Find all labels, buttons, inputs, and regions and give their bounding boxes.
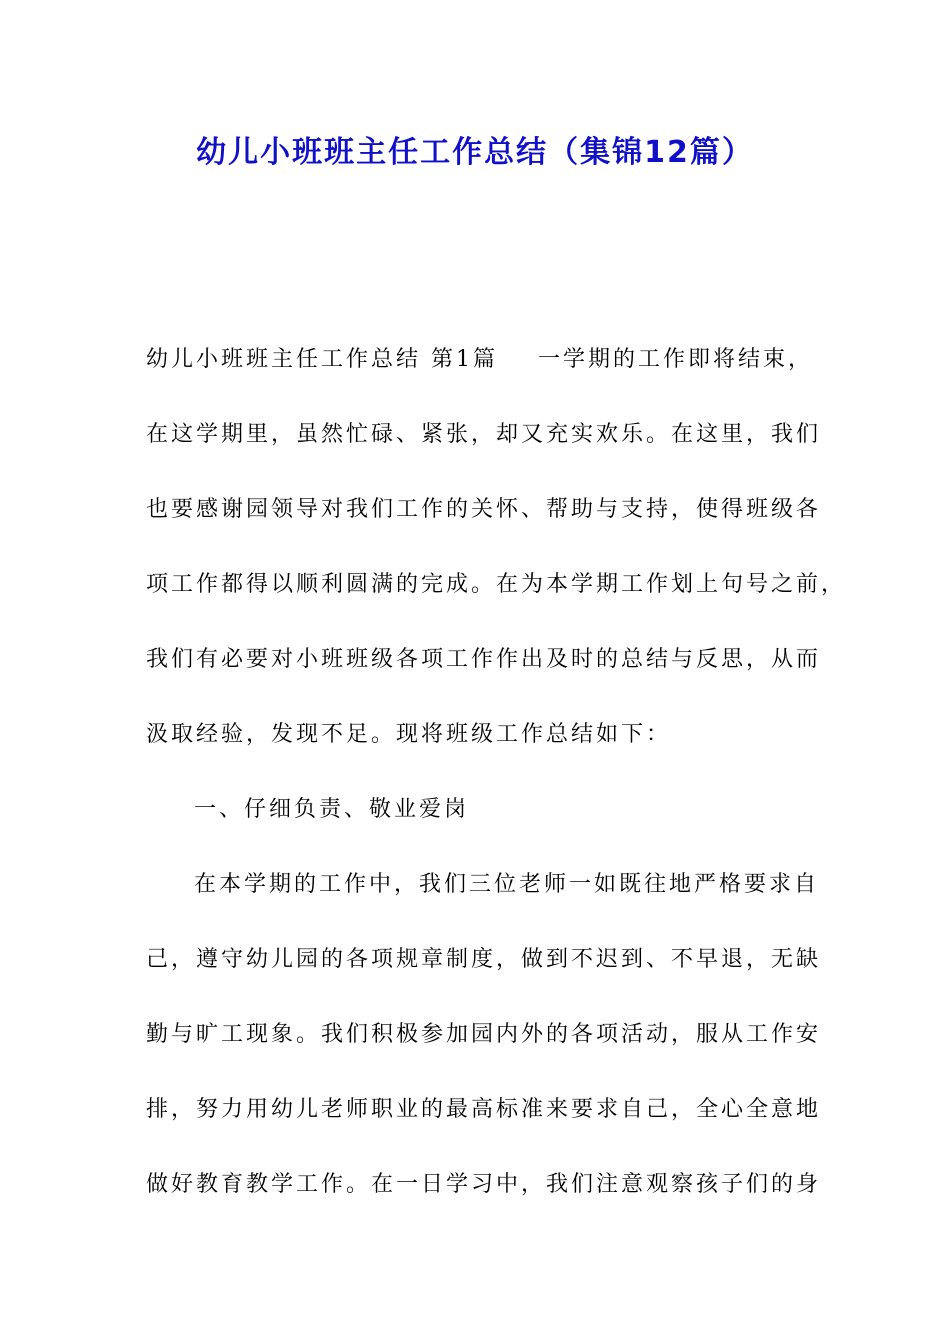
subsection-heading: 一、仔细负责、敬业爱岗 xyxy=(194,797,470,822)
paragraph-line: 勤与旷工现象。我们积极参加园内外的各项活动，服从工作安 xyxy=(146,1022,822,1047)
paragraph-line: 在这学期里，虽然忙碌、紧张，却又充实欢乐。在这里，我们 xyxy=(146,422,822,447)
paragraph-line: 项工作都得以顺利圆满的完成。在为本学期工作划上句号之前， xyxy=(146,572,847,597)
document-body xyxy=(146,340,847,1240)
paragraph-line: 也要感谢园领导对我们工作的关怀、帮助与支持，使得班级各 xyxy=(146,497,822,522)
paragraph-text: 一学期的工作即将结束， xyxy=(538,347,814,372)
paragraph-line: 我们有必要对小班班级各项工作作出及时的总结与反思，从而 xyxy=(146,647,822,672)
paragraph-line: 汲取经验，发现不足。现将班级工作总结如下： xyxy=(146,722,672,747)
paragraph-line: 做好教育教学工作。在一日学习中，我们注意观察孩子们的身 xyxy=(146,1172,822,1197)
paragraph-line: 排，努力用幼儿老师职业的最高标准来要求自己，全心全意地 xyxy=(146,1097,822,1122)
document-title: 幼儿小班班主任工作总结（集锦12篇） xyxy=(196,135,754,170)
paragraph-line: 在本学期的工作中，我们三位老师一如既往地严格要求自 xyxy=(194,872,820,897)
paragraph-line xyxy=(146,340,816,415)
section-heading: 幼儿小班班主任工作总结 第1篇 xyxy=(146,347,498,372)
paragraph-line: 己，遵守幼儿园的各项规章制度，做到不迟到、不早退，无缺 xyxy=(146,947,822,972)
